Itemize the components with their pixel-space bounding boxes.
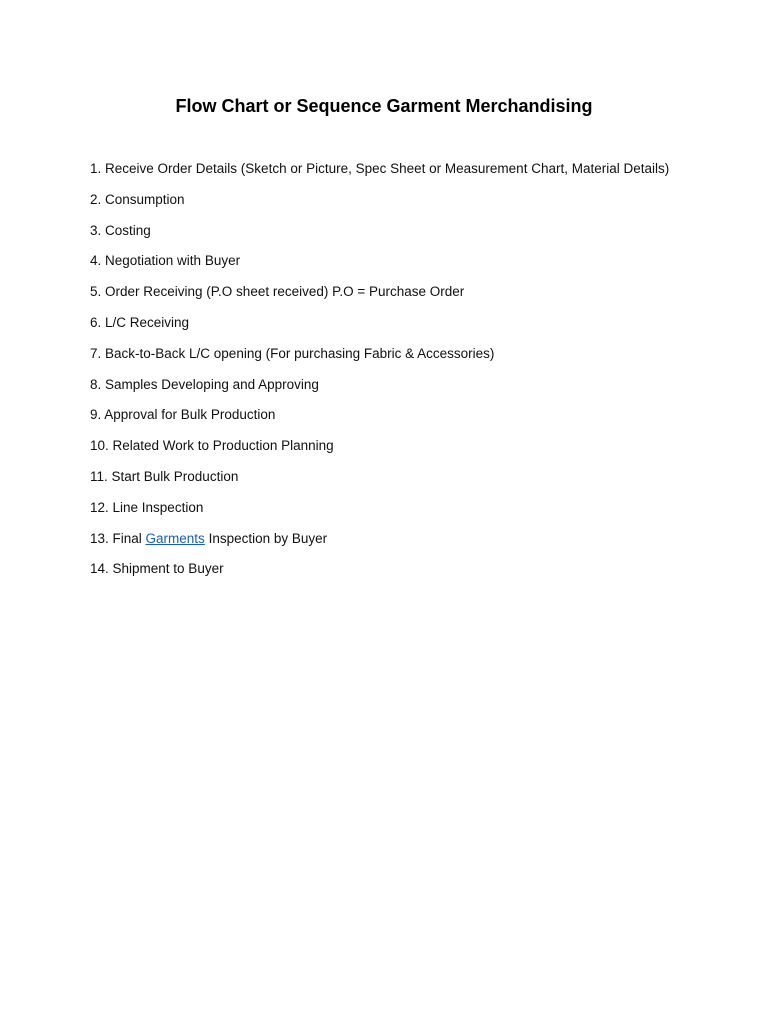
step-item: 7. Back-to-Back L/C opening (For purchasing Fabric & Accessories) (90, 345, 495, 361)
step-item: 9. Approval for Bulk Production (90, 407, 276, 423)
step-item: 14. Shipment to Buyer (90, 561, 224, 577)
step-text-after: Inspection by Buyer (204, 530, 328, 546)
step-item: 5. Order Receiving (P.O sheet received) P.O = Purchase Order (90, 284, 465, 300)
steps-list (90, 159, 730, 590)
step-text-before: 13. Final (90, 530, 146, 546)
step-item: 3. Costing (90, 222, 151, 238)
step-item: 11. Start Bulk Production (90, 468, 239, 484)
step-item: 6. L/C Receiving (90, 314, 190, 330)
step-item: 8. Samples Developing and Approving (90, 376, 319, 392)
step-item: 1. Receive Order Details (Sketch or Picture, Spec Sheet or Measurement Chart, Material Details) (90, 161, 670, 176)
step-item: 2. Consumption (90, 191, 185, 207)
document-title: Flow Chart or Sequence Garment Merchandising (175, 96, 593, 116)
step-item: 10. Related Work to Production Planning (90, 438, 334, 454)
step-item (90, 529, 730, 549)
step-item: 4. Negotiation with Buyer (90, 253, 241, 269)
step-item: 12. Line Inspection (90, 499, 204, 515)
garments-link[interactable]: Garments (145, 530, 205, 546)
